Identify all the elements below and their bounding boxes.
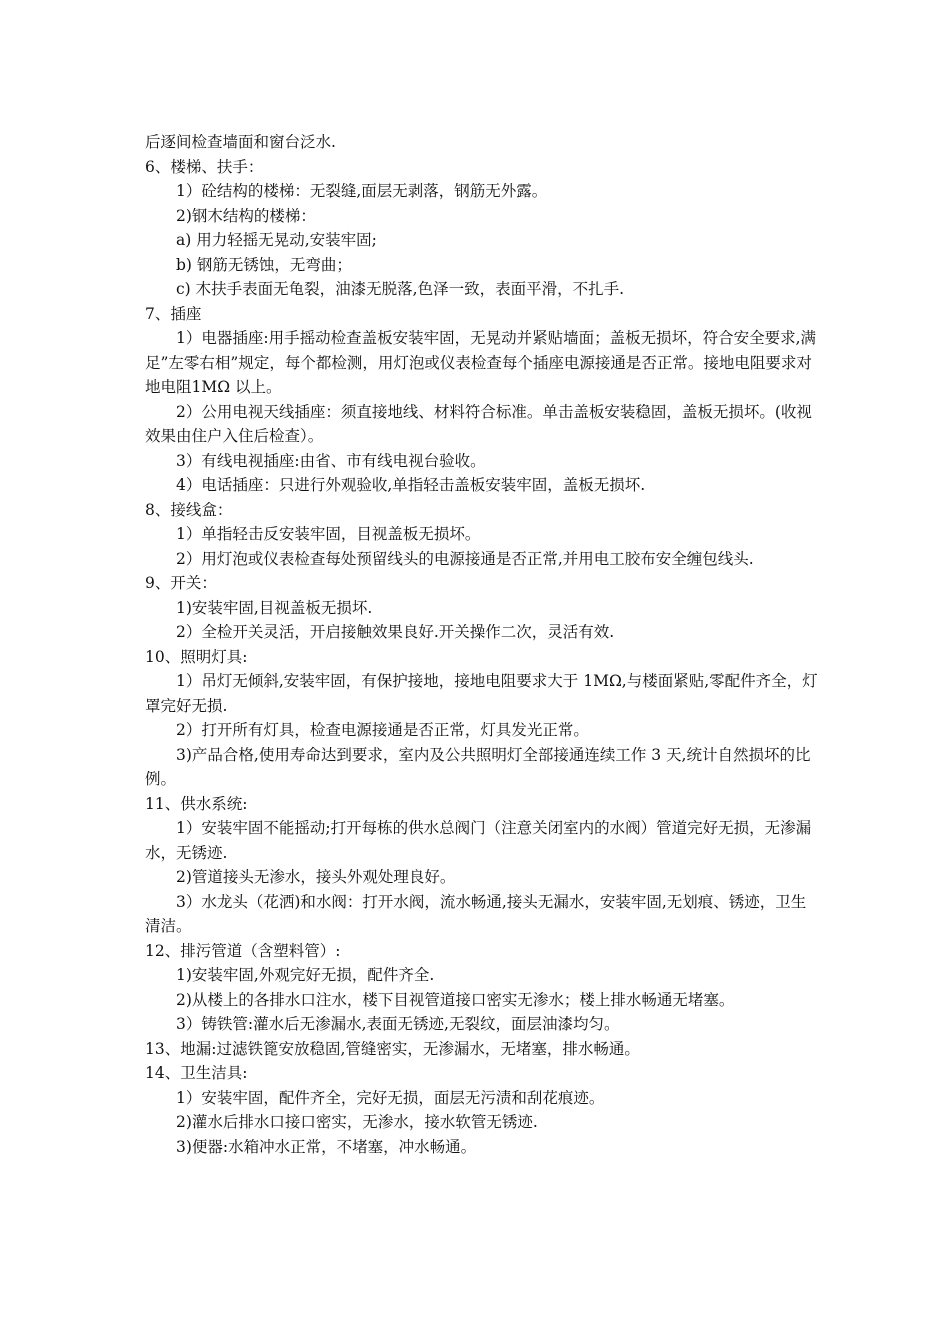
paragraph-item: 1）安装牢固，配件齐全，完好无损，面层无污渍和刮花痕迹。: [176, 1088, 605, 1107]
section-heading: 11、供水系统:: [145, 794, 248, 813]
paragraph-item: 2）公用电视天线插座：须直接地线、材料符合标准。单击盖板安装稳固，盖板无损坏。(收视效果由住户入住后检查）。: [145, 402, 812, 445]
paragraph-item: 1）吊灯无倾斜,安装牢固，有保护接地，接地电阻要求大于 1MΩ,与楼面紧贴,零配件齐全，灯罩完好无损.: [145, 672, 818, 715]
section-heading: 9、开关：: [145, 574, 217, 592]
section-heading: 7、插座: [145, 304, 202, 323]
paragraph-item: 3）铸铁管:灌水后无渗漏水,表面无锈迹,无裂纹，面层油漆均匀。: [176, 1015, 620, 1033]
paragraph-item: 4）电话插座：只进行外观验收,单指轻击盖板安装牢固，盖板无损坏.: [176, 476, 646, 494]
paragraph-item: 2)灌水后排水口接口密实，无渗水，接水软管无锈迹.: [176, 1113, 538, 1131]
section-heading: 8、接线盒：: [145, 500, 233, 519]
section-heading: 6、楼梯、扶手：: [145, 157, 264, 176]
section-heading: 后逐间检查墙面和窗台泛水.: [145, 133, 336, 151]
paragraph-item: 3)产品合格,使用寿命达到要求，室内及公共照明灯全部接通连续工作 3 天,统计自然损坏的比例。: [145, 745, 811, 788]
paragraph-item: 1）单指轻击反安装牢固，目视盖板无损坏。: [176, 525, 481, 543]
paragraph-item: 2）全检开关灵活，开启接触效果良好.开关操作二次，灵活有效.: [176, 623, 615, 641]
paragraph-item: 2)从楼上的各排水口注水，楼下目视管道接口密实无渗水；楼上排水畅通无堵塞。: [176, 990, 735, 1009]
section-heading: 12、排污管道（含塑料管）:: [145, 941, 341, 960]
paragraph-item: 2）打开所有灯具，检查电源接通是否正常，灯具发光正常。: [176, 721, 589, 739]
paragraph-item: a) 用力轻摇无晃动,安装牢固;: [176, 231, 377, 249]
paragraph-item: 1）安装牢固不能摇动;打开每栋的供水总阀门（注意关闭室内的水阀）管道完好无损，无渗漏水，无锈迹.: [145, 819, 812, 862]
paragraph-item: 3)便器:水箱冲水正常，不堵塞，冲水畅通。: [176, 1137, 477, 1156]
paragraph-item: 1)安装牢固,外观完好无损，配件齐全.: [176, 966, 435, 984]
paragraph-item: 2）用灯泡或仪表检查每处预留线头的电源接通是否正常,并用电工胶布安全缠包线头.: [176, 549, 754, 568]
paragraph-item: 2)钢木结构的楼梯：: [176, 206, 316, 225]
section-heading: 13、地漏:过滤铁篦安放稳固,管缝密实，无渗漏水，无堵塞，排水畅通。: [145, 1039, 640, 1058]
paragraph-item: c) 木扶手表面无龟裂，油漆无脱落,色泽一致，表面平滑，不扎手.: [176, 280, 625, 298]
paragraph-item: 1）砼结构的楼梯：无裂缝,面层无剥落，钢筋无外露。: [176, 182, 548, 200]
document-body: [145, 130, 820, 1159]
section-heading: 14、卫生洁具:: [145, 1064, 248, 1082]
paragraph-item: 1）电器插座:用手摇动检查盖板安装牢固，无晃动并紧贴墙面；盖板无损坏，符合安全要求,满足”左零右相”规定，每个都检测，用灯泡或仪表检查每个插座电源接通是否正常。接地电阻要求对地电阻1MΩ 以上。: [145, 329, 817, 396]
paragraph-item: b) 钢筋无锈蚀，无弯曲；: [176, 255, 352, 274]
section-heading: 10、照明灯具:: [145, 647, 248, 666]
paragraph-item: 1)安装牢固,目视盖板无损坏.: [176, 598, 373, 617]
paragraph-item: 2)管道接头无渗水，接头外观处理良好。: [176, 868, 456, 886]
paragraph-item: 3）水龙头（花洒)和水阀：打开水阀，流水畅通,接头无漏水，安装牢固,无划痕、锈迹，卫生清洁。: [145, 892, 807, 935]
paragraph-item: 3）有线电视插座:由省、市有线电视台验收。: [176, 451, 486, 470]
